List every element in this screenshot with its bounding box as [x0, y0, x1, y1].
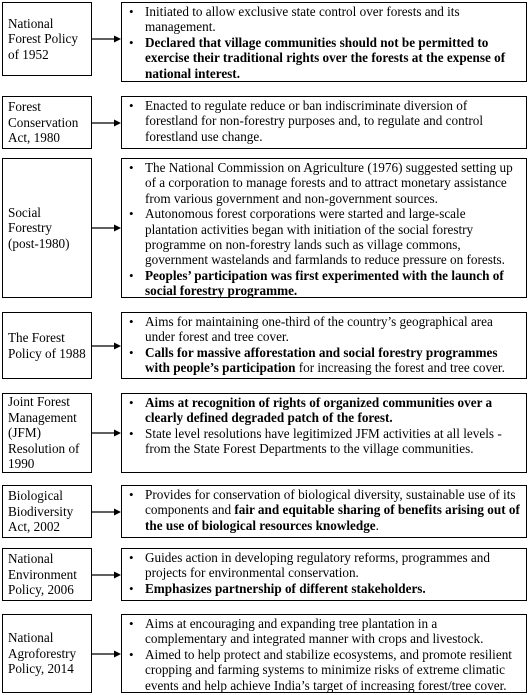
policy-label: The Forest Policy of 1988 [8, 330, 86, 361]
bullet-text: . [375, 517, 379, 533]
policy-details-box [121, 548, 527, 601]
policy-details-box [121, 393, 527, 473]
bullet-bold-text: Declared that village communities should not be permitted to exercise their traditional rights over the forests at the expense of national interest. [145, 34, 506, 81]
bullet-bold-text: Peoples’ participation was first experimented with the launch of social forestry programme. [145, 267, 504, 299]
bullet-text: Guides action in developing regulatory reforms, programmes and projects for environmental conservation. [145, 550, 490, 581]
policy-details-box [121, 96, 527, 149]
policy-bullet-item [126, 395, 520, 426]
policy-label: Biological Biodiversity Act, 2002 [8, 488, 74, 535]
bullet-bold-text: fair and equitable sharing of benefits arising out of the use of biological resources knowledge [145, 502, 520, 533]
policy-details-box [121, 158, 527, 298]
policy-bullet-item [126, 345, 520, 376]
policy-label-box [2, 548, 92, 601]
connector-arrow-icon [92, 224, 121, 232]
bullet-bold-text: Aims at recognition of rights of organized communities over a clearly defined degraded patch of the forest. [145, 395, 493, 426]
policy-details-box [121, 614, 527, 693]
connector-arrow-icon [92, 342, 121, 350]
policy-label: National Agroforestry Policy, 2014 [8, 630, 77, 677]
policy-label-box [2, 614, 92, 693]
policy-label-box [2, 485, 92, 538]
policy-bullet-list [126, 160, 520, 299]
policy-label: Joint Forest Management (JFM) Resolution of 1990 [8, 394, 80, 472]
policy-bullet-list [126, 4, 520, 81]
policy-label-box [2, 312, 92, 379]
bullet-text: Provides for conservation of biological diversity, sustainable use of its components and [145, 487, 516, 518]
policy-bullet-list [126, 550, 520, 596]
connector-arrow-icon [92, 650, 121, 658]
policy-label: Forest Conservation Act, 1980 [8, 99, 79, 146]
connector-arrow-icon [92, 508, 121, 516]
policy-label-box [2, 158, 92, 298]
bullet-text: Aims at encouraging and expanding tree plantation in a complementary and integrated manner with crops and livestock. [145, 616, 484, 647]
policy-bullet-item [126, 268, 520, 299]
policy-bullet-item [126, 4, 520, 35]
policy-bullet-item [126, 206, 520, 268]
bullet-text: Aims for maintaining one-third of the country’s geographical area under forest and tree cover. [145, 314, 493, 345]
connector-arrow-icon [92, 429, 121, 437]
policy-bullet-list [126, 487, 520, 533]
policy-bullet-item [126, 98, 520, 144]
policy-details-box [121, 312, 527, 379]
bullet-text: for increasing the forest and tree cover. [295, 360, 505, 376]
policy-bullet-item [126, 35, 520, 81]
bullet-text: Autonomous forest corporations were started and large-scale plantation activities began with initiation of the social forestry programme on non-forestry lands such as village commons, government wastelands and farmlands to reduce pressure on forests. [145, 206, 505, 268]
bullet-text: Initiated to allow exclusive state control over forests and its management. [145, 4, 460, 35]
policy-bullet-item [126, 647, 520, 693]
policy-label: National Forest Policy of 1952 [8, 15, 78, 62]
policy-label-box [2, 393, 92, 473]
policy-bullet-item [126, 581, 520, 596]
bullet-text: Enacted to regulate reduce or ban indiscriminate diversion of forestland for non-forestry purposes and, to regulate and control forestland use change. [145, 98, 484, 144]
policy-bullet-item [126, 314, 520, 345]
policy-details-box [121, 2, 527, 82]
bullet-bold-text: Emphasizes partnership of different stakeholders. [145, 580, 426, 596]
policy-bullet-list [126, 616, 520, 693]
policy-bullet-item [126, 616, 520, 647]
policy-label: National Environment Policy, 2006 [8, 551, 77, 598]
policy-details-box [121, 485, 527, 538]
policy-bullet-item [126, 487, 520, 533]
policy-bullet-list [126, 98, 520, 144]
policy-bullet-list [126, 395, 520, 457]
policy-label-box [2, 96, 92, 149]
connector-arrow-icon [92, 571, 121, 579]
policy-label: Social Forestry (post-1980) [8, 204, 70, 251]
bullet-text: State level resolutions have legitimized JFM activities at all levels - from the State Forest Departments to the village communities. [145, 425, 502, 457]
policy-bullet-item [126, 160, 520, 206]
connector-arrow-icon [92, 119, 121, 127]
policy-label-box [2, 2, 92, 76]
policy-bullet-item [126, 426, 520, 457]
connector-arrow-icon [92, 35, 121, 43]
policy-bullet-list [126, 314, 520, 376]
policy-bullet-item [126, 550, 520, 581]
bullet-text: Aimed to help protect and stabilize ecosystems, and promote resilient cropping and farming systems to minimize risks of extreme climatic events and help achieve India’s target of increasing forest/tree cover. [145, 646, 512, 693]
bullet-text: The National Commission on Agriculture (1976) suggested setting up of a corporation to manage forests and to attract monetary assistance from various government and non-government sources. [145, 160, 513, 206]
bullet-bold-text: Calls for massive afforestation and social forestry programmes with people’s participation [145, 344, 498, 376]
